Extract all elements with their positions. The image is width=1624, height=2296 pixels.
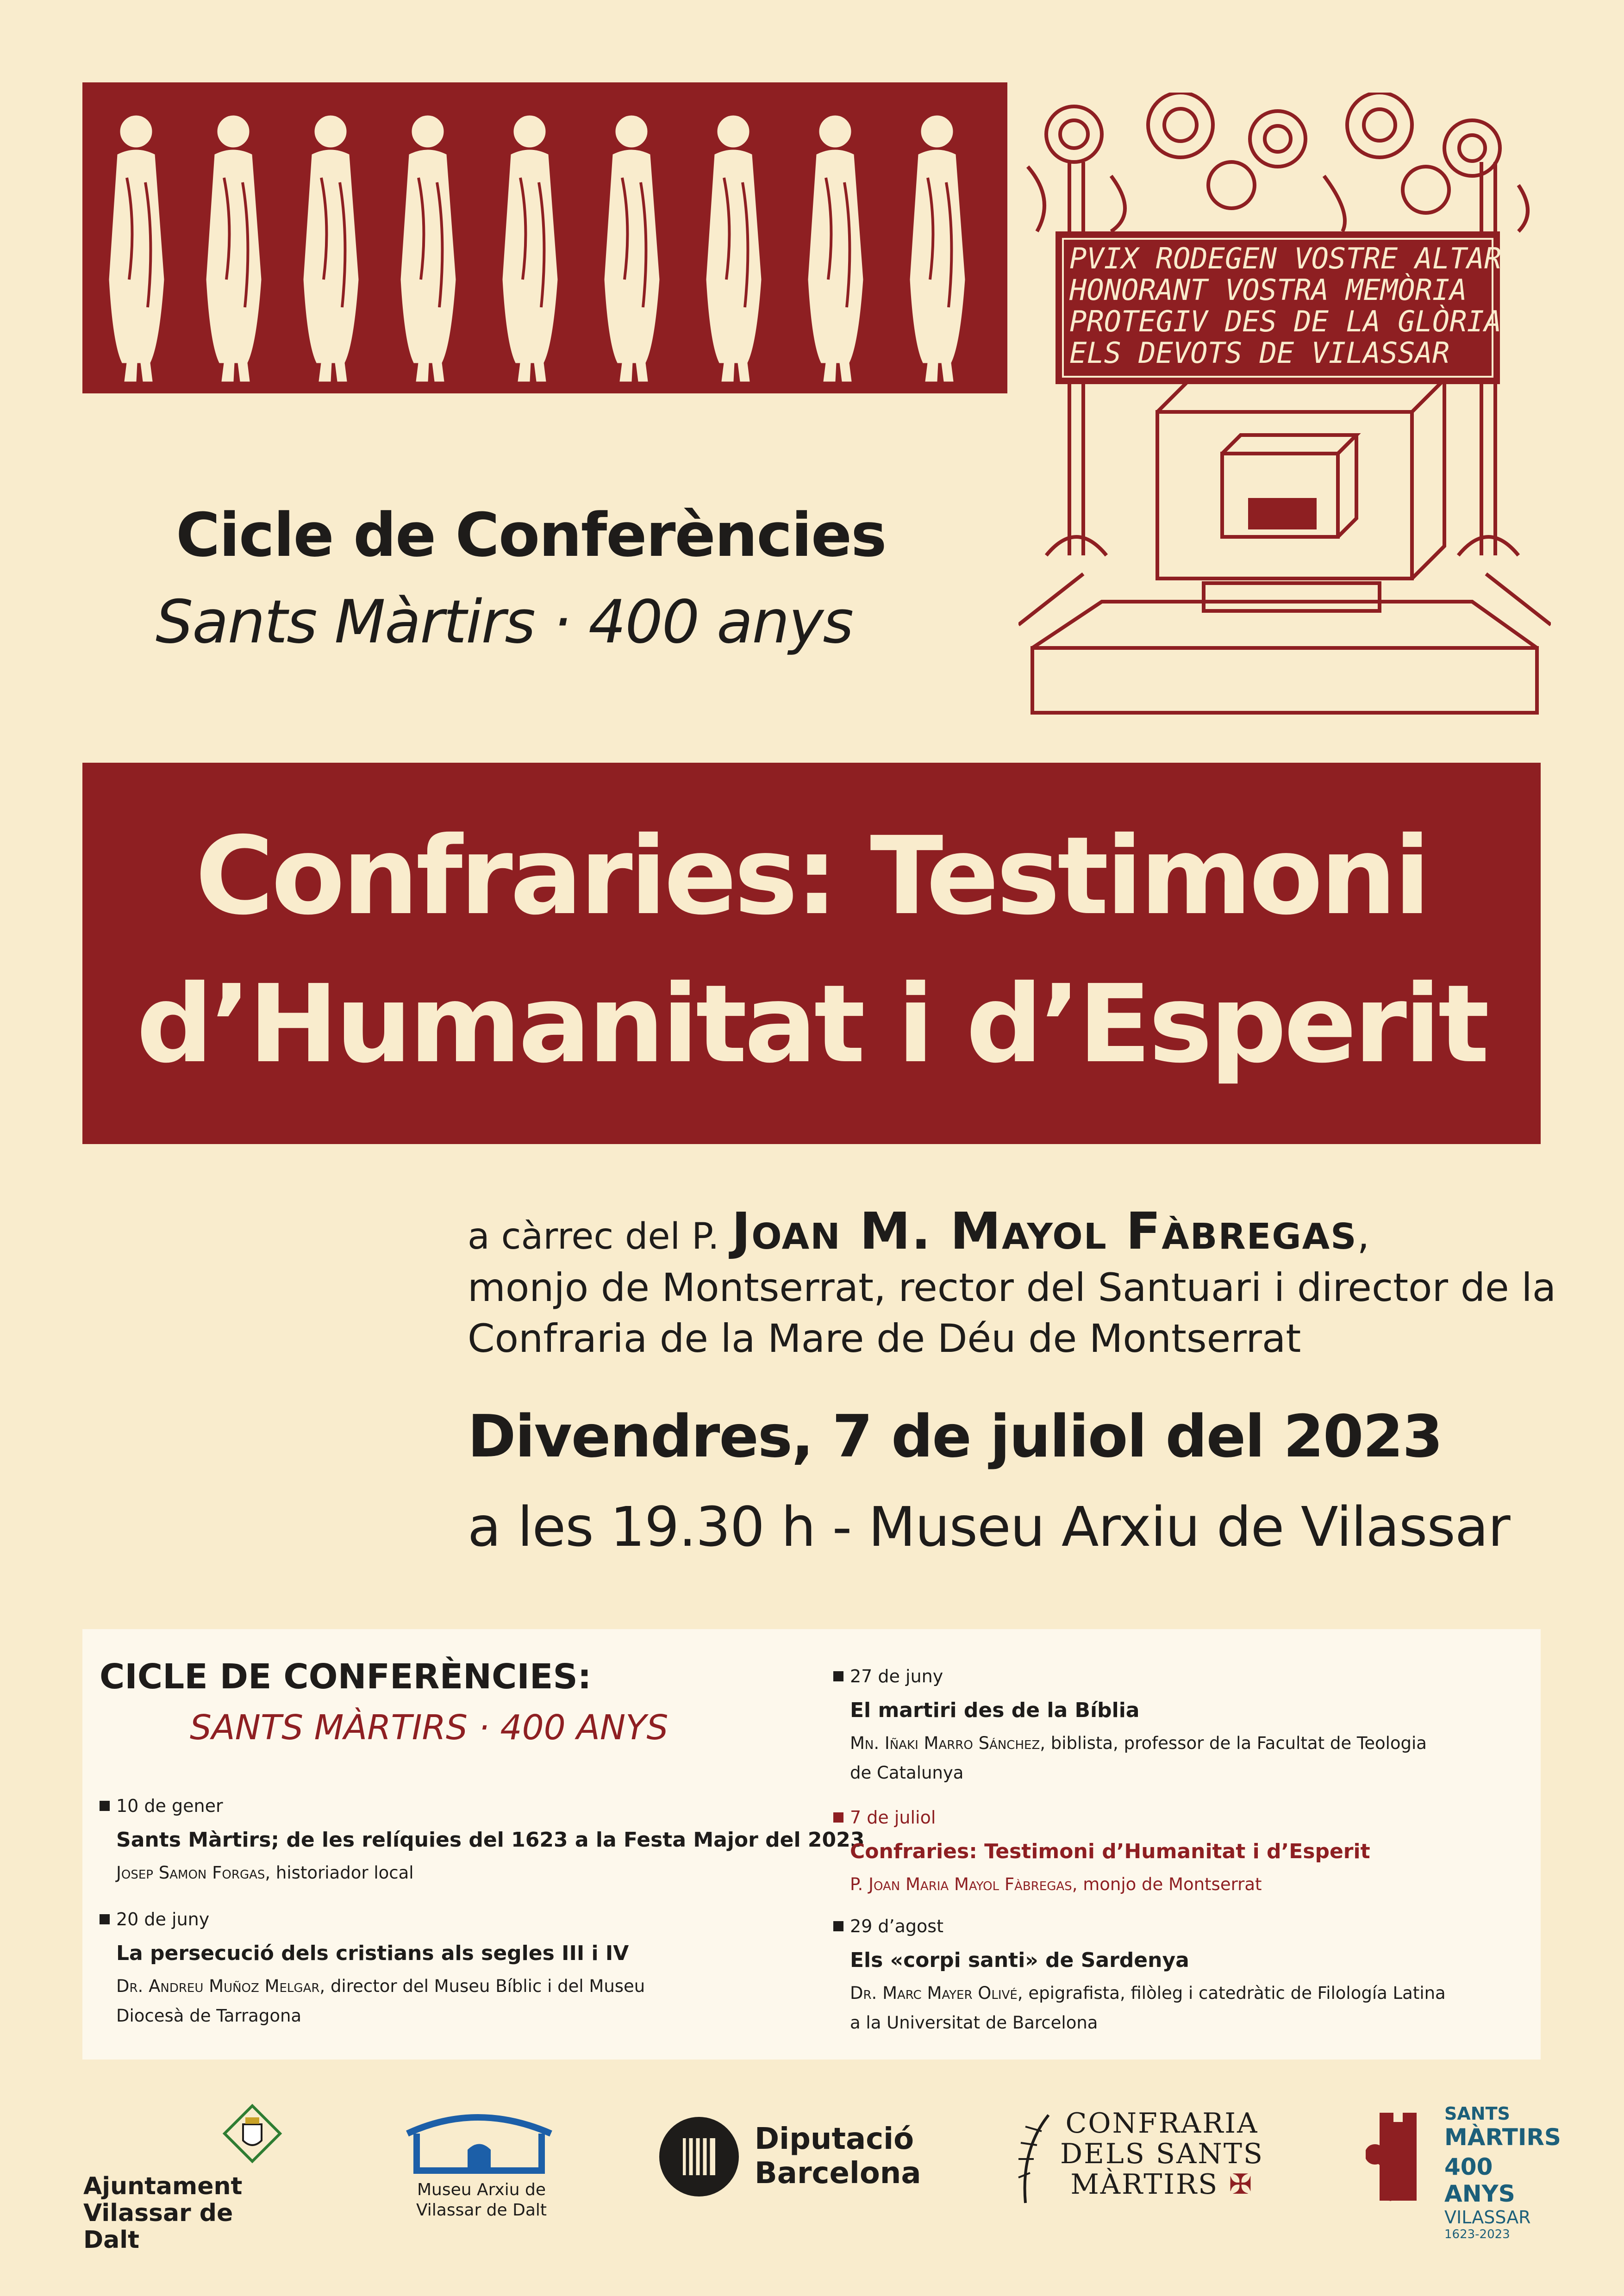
sants-line4: VILASSAR — [1444, 2207, 1531, 2228]
event-speaker-name: Josep Samon Forgas — [116, 1863, 265, 1883]
sants-line2: MÀRTIRS — [1444, 2124, 1561, 2151]
event-date: 29 d’agost — [850, 1916, 943, 1936]
cycle-title: Cicle de Conferències — [176, 500, 886, 570]
event-date: 10 de gener — [116, 1796, 223, 1816]
event-title: Els «corpi santi» de Sardenya — [850, 1948, 1189, 1972]
altar-drawing — [1018, 93, 1551, 731]
roman-frieze-image — [82, 82, 1007, 393]
speaker-block — [468, 1201, 1556, 1364]
speaker-prefix: a càrrec del P. — [468, 1216, 719, 1257]
event-time-place: a les 19.30 h - Museu Arxiu de Vilassar — [468, 1495, 1510, 1559]
event-speaker-desc: , historiador local — [265, 1863, 414, 1883]
bullet-icon — [100, 1801, 110, 1811]
speaker-description-2: Confraria de la Mare de Déu de Montserrat — [468, 1316, 1301, 1361]
event-speaker-desc: , monjo de Montserrat — [1072, 1874, 1262, 1894]
program-event — [100, 1796, 864, 1888]
bullet-icon — [833, 1671, 843, 1681]
sants-line1: SANTS — [1444, 2103, 1510, 2124]
diputacio-line2: Barcelona — [755, 2156, 921, 2190]
altar-illustration — [1018, 93, 1551, 731]
ajuntament-line1: Ajuntament — [83, 2172, 243, 2200]
museu-arxiu-logo — [398, 2101, 565, 2226]
confraria-line2: DELS SANTS — [1060, 2138, 1264, 2170]
event-speaker-name: Dr. Andreu Muñoz Melgar — [116, 1976, 320, 1996]
museu-line2: Vilassar de Dalt — [416, 2201, 547, 2220]
program-event — [833, 1916, 1446, 2038]
sants-martirs-400-logo — [1366, 2103, 1561, 2241]
speaker-description-1: monjo de Montserrat, rector del Santuari i director de la — [468, 1265, 1556, 1310]
altar-inscription-line: PVIX RODEGEN VOSTRE ALTAR — [1069, 242, 1502, 275]
event-date: 7 de juliol — [850, 1807, 936, 1828]
speaker-comma: , — [1357, 1213, 1370, 1258]
sants-line3: 400 ANYS — [1444, 2153, 1515, 2207]
event-title: Sants Màrtirs; de les relíquies del 1623 a la Festa Major del 2023 — [116, 1828, 865, 1852]
palm-leaf-icon — [1016, 2113, 1053, 2205]
conference-title-banner — [82, 763, 1541, 1144]
confraria-logo — [1016, 2108, 1275, 2210]
sants-line5: 1623-2023 — [1444, 2228, 1510, 2241]
event-speaker-desc-2: a la Universitat de Barcelona — [850, 2013, 1098, 2033]
tower-rose-icon — [1366, 2103, 1440, 2215]
program-event-highlighted — [833, 1807, 1370, 1899]
bullet-icon — [833, 1812, 843, 1823]
program-event — [833, 1666, 1427, 1788]
event-speaker-desc-2: de Catalunya — [850, 1763, 964, 1783]
event-title: La persecució dels cristians als segles III i IV — [116, 1941, 629, 1965]
event-speaker-desc-2: Diocesà de Tarragona — [116, 2006, 302, 2026]
cycle-subtitle: Sants Màrtirs · 400 anys — [156, 588, 853, 657]
event-title: El martiri des de la Bíblia — [850, 1699, 1140, 1722]
conference-title-line2: d’Humanitat i d’Esperit — [136, 962, 1487, 1087]
museu-line1: Museu Arxiu de — [417, 2180, 546, 2199]
program-event — [100, 1909, 645, 2031]
event-date: 27 de juny — [850, 1666, 943, 1686]
program-title: CICLE DE CONFERÈNCIES: — [100, 1657, 592, 1697]
ajuntament-line2: Vilassar de Dalt — [83, 2199, 233, 2254]
bullet-icon — [100, 1914, 110, 1924]
event-date: Divendres, 7 de juliol del 2023 — [468, 1402, 1442, 1470]
diputacio-emblem-icon — [657, 2115, 741, 2198]
event-date: 20 de juny — [116, 1909, 210, 1929]
diputacio-line1: Diputació — [755, 2122, 914, 2156]
event-speaker-name: P. Joan Maria Mayol Fàbregas — [850, 1874, 1072, 1894]
museum-building-icon — [403, 2106, 556, 2175]
cross-icon: ✠ — [1229, 2168, 1254, 2201]
diputacio-logo — [657, 2115, 926, 2198]
event-speaker-desc: , epigrafista, filòleg i catedràtic de Filología Latina — [1017, 1983, 1446, 2003]
speaker-line — [468, 1201, 1556, 1262]
speaker-name: Joan M. Mayol Fàbregas — [731, 1201, 1357, 1261]
altar-inscription-line: ELS DEVOTS DE VILASSAR — [1069, 336, 1450, 370]
altar-inscription-line: HONORANT VOSTRA MEMÒRIA — [1069, 273, 1467, 307]
coat-of-arms-icon — [222, 2103, 282, 2173]
conference-title-line1: Confraries: Testimoni — [195, 814, 1428, 939]
event-title: Confraries: Testimoni d’Humanitat i d’Esperit — [850, 1840, 1370, 1863]
confraria-line1: CONFRARIA — [1065, 2107, 1259, 2140]
confraria-line3: MÀRTIRS — [1070, 2168, 1219, 2201]
frieze-figures — [85, 85, 1005, 391]
event-speaker-desc: , biblista, professor de la Facultat de Teologia — [1040, 1733, 1427, 1753]
bullet-icon — [833, 1921, 843, 1931]
event-speaker-desc: , director del Museu Bíblic i del Museu — [319, 1976, 645, 1996]
ajuntament-logo — [83, 2103, 296, 2254]
event-speaker-name: Mn. Iñaki Marro Sánchez — [850, 1733, 1040, 1753]
altar-inscription-line: PROTEGIV DES DE LA GLÒRIA — [1069, 305, 1502, 338]
program-subtitle: SANTS MÀRTIRS · 400 ANYS — [190, 1708, 668, 1748]
event-speaker-name: Dr. Marc Mayer Olivé — [850, 1983, 1018, 2003]
